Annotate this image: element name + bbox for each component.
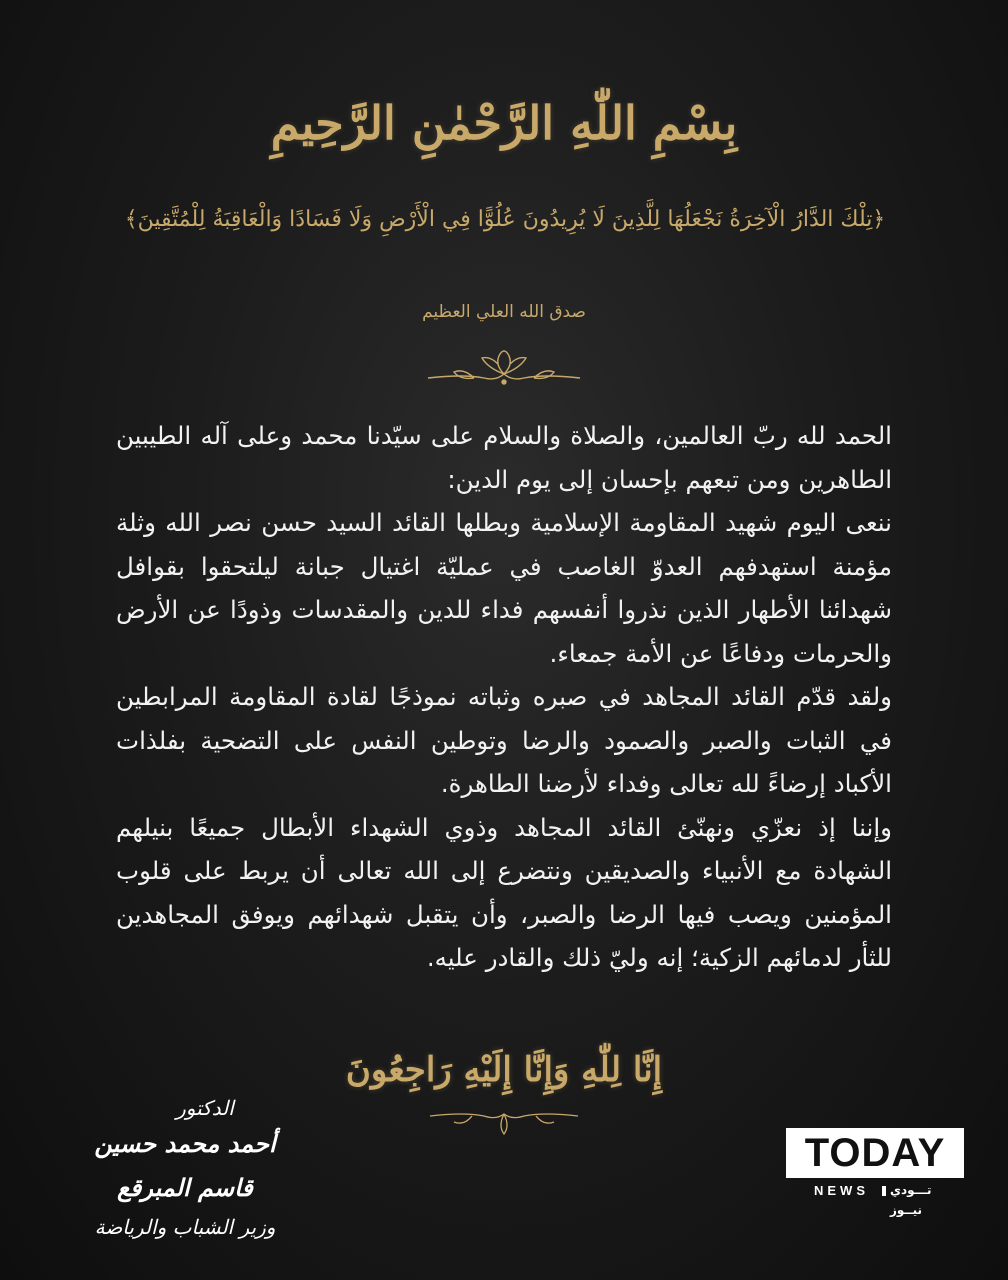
paragraph-praise: الحمد لله ربّ العالمين، والصلاة والسلام على سيّدنا محمد وعلى آله الطيبين الطاهرين ومن تبعهم بإحسان إلى يوم الدين: <box>116 421 892 494</box>
closing-calligraphy: إِنَّا لِلّٰهِ وَإِنَّا إِلَيْهِ رَاجِعُونَ <box>345 1050 663 1090</box>
signature-role: وزير الشباب والرياضة <box>94 1215 276 1239</box>
paragraph-mourning: ننعى اليوم شهيد المقاومة الإسلامية وبطلها القائد السيد حسن نصر الله وثلة مؤمنة استهدفهم العدوّ الغاصب في عمليّة اغتيال جبانة ليلتحقوا بقوافل شهدائنا الأطهار الذين نذروا أنفسهم فداء للدين والمقدسات وذودًا عن الأرض والحرمات ودفاعًا عن الأمة جمعاء. <box>116 508 892 668</box>
signature-name: أحمد محمد حسين قاسم المبرقع <box>94 1129 276 1202</box>
basmala-calligraphy: بِسْمِ اللّٰهِ الرَّحْمٰنِ الرَّحِيمِ <box>270 96 738 150</box>
signature-block <box>70 1090 300 1240</box>
paragraph-condolence: وإننا إذ نعزّي ونهنّئ القائد المجاهد وذوي الشهداء الأبطال جميعًا بنيلهم الشهادة مع الأنبياء والصديقين ونتضرع إلى الله تعالى أن يربط على قلوب المؤمنين ويصب فيها الرضا والصبر، وأن يتقبل شهدائهم ويوفق المجاهدين للثأر لدمائهم الزكية؛ إنه وليّ ذلك والقادر عليه. <box>116 812 892 972</box>
verse-closing: صدق الله العلي العظيم <box>422 302 586 322</box>
statement-body <box>116 414 892 980</box>
signature-title: الدكتور <box>176 1096 234 1120</box>
ornament-divider-icon <box>424 344 584 388</box>
ornament-flourish-icon <box>424 1104 584 1138</box>
logo-separator <box>882 1186 886 1196</box>
today-news-logo <box>786 1128 966 1217</box>
logo-news-en: NEWS <box>814 1183 869 1198</box>
logo-news-ar: تـــودي نيــوز <box>890 1183 932 1217</box>
paragraph-tribute: ولقد قدّم القائد المجاهد في صبره وثباته نموذجًا لقادة المقاومة المرابطين في الثبات والصبر والصمود والرضا وتوطين النفس على التضحية بفلذات الأكباد إرضاءً لله تعالى وفداء لأرضنا الطاهرة. <box>116 682 892 798</box>
quran-verse: ﴿تِلْكَ الدَّارُ الْآخِرَةُ نَجْعَلُهَا لِلَّذِينَ لَا يُرِيدُونَ عُلُوًّا فِي الْأَرْضِ وَلَا فَسَادًا وَالْعَاقِبَةُ لِلْمُتَّقِينَ﴾ <box>124 207 886 232</box>
logo-brand: TODAY <box>804 1131 946 1175</box>
